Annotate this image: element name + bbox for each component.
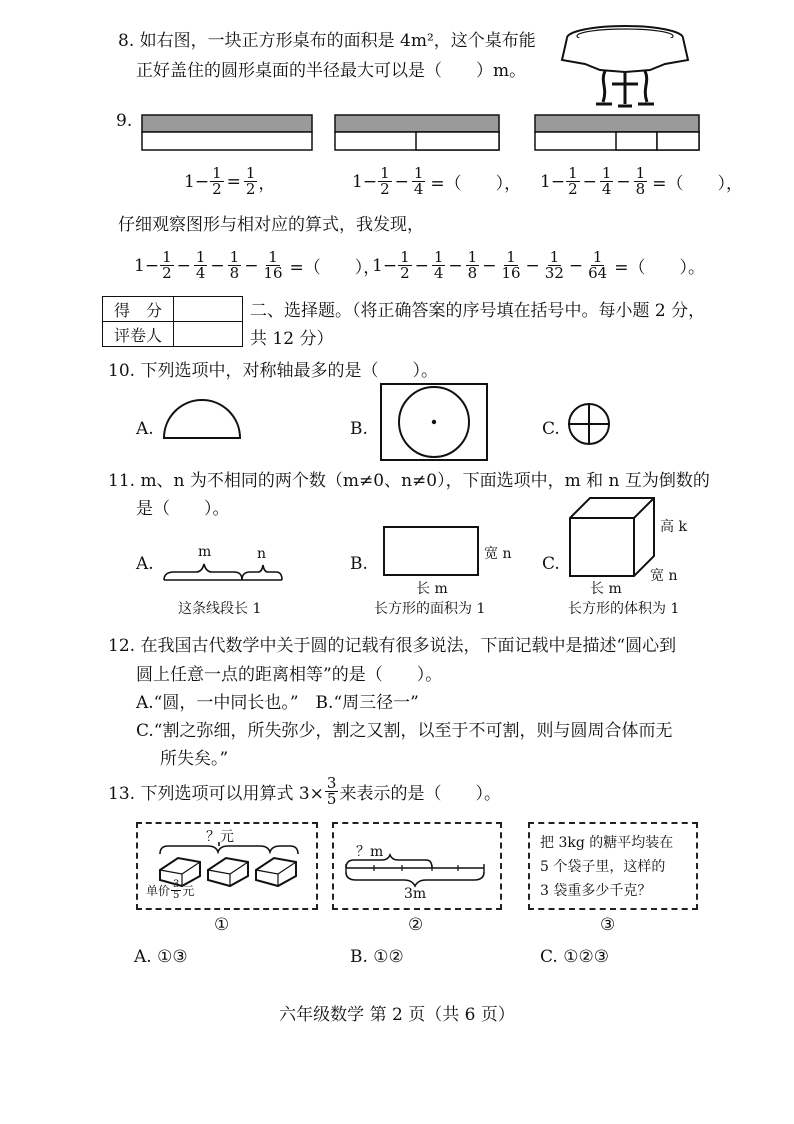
q10-option-c-label: C. <box>542 419 560 439</box>
eq-lead: 1− <box>372 255 398 276</box>
denominator: 2 <box>400 264 410 282</box>
fraction <box>194 250 208 281</box>
numerator: 1 <box>506 248 516 266</box>
numerator: 1 <box>467 248 478 266</box>
q11-a-caption: 这条线段长 1 <box>178 601 262 617</box>
numerator: 1 <box>433 248 444 266</box>
denominator: 8 <box>229 264 240 282</box>
box2-unknown-label: ？m <box>356 844 384 860</box>
semicircle-shape <box>162 396 242 440</box>
numerator: 3 <box>173 879 180 890</box>
numerator: 1 <box>268 248 278 266</box>
equals-sign: = <box>226 171 241 192</box>
q11-option-a-label: A. <box>136 554 154 574</box>
cuboid-diagram <box>568 496 656 578</box>
fraction <box>244 166 258 197</box>
eq-tail: =（ ）。 <box>614 258 705 278</box>
fraction <box>634 166 648 197</box>
q9-equation-2: 1− $\frac{1}{2}$ − $\frac{1}{4}$ =（ ）， <box>352 164 522 198</box>
segment-brace-diagram <box>162 560 286 582</box>
fraction <box>466 250 480 281</box>
segment-label-m: m <box>198 544 212 560</box>
segment-3m-diagram <box>344 854 488 888</box>
numerator: 1 <box>229 248 240 266</box>
denominator: 5 <box>173 890 180 901</box>
pinwheel-shape <box>567 402 611 446</box>
q10-option-a-label: A. <box>136 419 154 439</box>
eq-lead: 1− <box>352 171 378 192</box>
numerator: 1 <box>400 248 410 266</box>
numerator: 1 <box>601 164 612 182</box>
fraction <box>171 880 181 901</box>
denominator: 64 <box>588 264 608 282</box>
cuboid-length-label: 长 m <box>590 581 622 597</box>
numerator: 1 <box>549 248 560 266</box>
q10-option-b-label: B. <box>350 419 368 439</box>
q13-stem-post: 来表示的是（ ）。 <box>339 784 501 804</box>
q13-option-c: C. ①②③ <box>540 947 609 967</box>
cuboid-width-label: 宽 n <box>650 568 678 584</box>
rectangle-diagram <box>383 526 479 576</box>
numerator: 1 <box>195 248 206 266</box>
box3-line3: 3 袋重多少千克？ <box>540 883 652 899</box>
denominator: 4 <box>601 180 612 198</box>
fraction <box>432 250 446 281</box>
box1-total-label: ？元 <box>206 829 234 845</box>
q9-number: 9. <box>116 111 133 131</box>
q9-observe-text: 仔细观察图形与相对应的算式，我发现， <box>118 215 424 235</box>
denominator: 8 <box>467 264 478 282</box>
denominator: 32 <box>544 264 564 282</box>
numerator: 3 <box>326 774 337 792</box>
numerator: 1 <box>380 164 390 182</box>
box1-unit-price <box>146 880 194 901</box>
eq-lead: 1− <box>540 171 566 192</box>
denominator: 4 <box>413 180 424 198</box>
option-mark-2: ② <box>408 915 424 935</box>
fraction <box>586 250 609 281</box>
q12-option-ab: A.“圆，一中同长也。” B.“周三径一” <box>136 693 419 713</box>
numerator: 1 <box>162 248 172 266</box>
price-prefix: 单价 <box>146 884 171 898</box>
denominator: 16 <box>263 264 283 282</box>
eq-tail: =（ ）， <box>652 174 743 194</box>
box3-line1: 把 3kg 的糖平均装在 <box>540 835 674 851</box>
fraction <box>566 166 580 197</box>
q9-bar-diagram-3 <box>534 113 700 153</box>
rectangle-width-label: 宽 n <box>484 546 512 562</box>
fraction <box>325 776 339 807</box>
fraction <box>412 166 426 197</box>
q12-option-c-line1: C.“割之弥细，所失弥少，割之又割，以至于不可割，则与圆周合体而无 <box>136 721 673 741</box>
fraction <box>228 250 242 281</box>
fraction <box>499 250 522 281</box>
q9-bar-diagram-2 <box>334 113 500 153</box>
option-mark-1: ① <box>214 915 230 935</box>
q9-bar-diagram-1 <box>141 113 313 153</box>
denominator: 2 <box>245 180 256 198</box>
q8-line2: 正好盖住的圆形桌面的半径最大可以是（ ）m。 <box>136 61 527 81</box>
fraction <box>543 250 566 281</box>
q9-equation-3: 1− $\frac{1}{2}$ − $\frac{1}{4}$ − $\frac{1}{8}$ =（ ）， <box>540 164 743 198</box>
eq-tail: ， <box>258 174 276 194</box>
q9-equation-1 <box>184 166 275 197</box>
denominator: 2 <box>380 180 390 198</box>
q13-stem <box>108 776 501 807</box>
eq-lead: 1− <box>134 255 160 276</box>
denominator: 2 <box>162 264 172 282</box>
eq-lead: 1− <box>184 171 210 192</box>
q12-option-c-line2: 所失矣。” <box>160 749 229 769</box>
denominator: 16 <box>501 264 521 282</box>
rectangle-length-label: 长 m <box>416 581 448 597</box>
box3-line2: 5 个袋子里，这样的 <box>540 859 666 875</box>
q13-option-a: A. ①③ <box>134 947 188 967</box>
numerator: 1 <box>592 248 603 266</box>
q11-stem-line1: 11. m、n 为不相同的两个数（m≠0、n≠0），下面选项中，m 和 n 互为倒数的 <box>108 471 710 491</box>
q13-stem-pre: 13. 下列选项可以用算式 3× <box>108 784 324 804</box>
q9-equation-4: 1− $\frac{1}{2}$ − $\frac{1}{4}$ − $\frac{1}{8}$ − $\frac{1}{16}$ =（ ）， <box>134 248 381 282</box>
q11-b-caption: 长方形的面积为 1 <box>374 601 486 617</box>
grader-label: 评卷人 <box>103 322 174 347</box>
denominator: 5 <box>326 790 337 808</box>
denominator: 2 <box>212 180 222 198</box>
grader-input-cell[interactable] <box>174 322 243 347</box>
section2-heading-line2: 共 12 分） <box>250 329 334 349</box>
fraction <box>261 250 284 281</box>
score-box <box>102 296 243 347</box>
circle-in-square-shape <box>380 383 488 461</box>
numerator: 1 <box>212 164 222 182</box>
q11-option-b-label: B. <box>350 554 368 574</box>
score-label: 得 分 <box>103 297 174 322</box>
fraction <box>160 250 174 281</box>
numerator: 1 <box>413 164 424 182</box>
q8-line1: 8. 如右图，一块正方形桌布的面积是 4m²，这个桌布能 <box>118 31 536 51</box>
numerator: 1 <box>245 164 256 182</box>
price-unit: 元 <box>182 884 195 898</box>
q12-stem-line2: 圆上任意一点的距离相等”的是（ ）。 <box>136 665 443 685</box>
segment-label-n: n <box>257 546 267 562</box>
fraction <box>210 166 224 197</box>
q11-stem-line2: 是（ ）。 <box>136 499 230 519</box>
eq-tail: =（ ）， <box>289 258 381 278</box>
fraction <box>600 166 614 197</box>
q13-option-b: B. ①② <box>350 947 404 967</box>
q11-option-c-label: C. <box>542 554 560 574</box>
table-tablecloth-image <box>560 22 690 108</box>
option-mark-3: ③ <box>600 915 616 935</box>
box2-total-label: 3m <box>404 886 427 902</box>
cuboid-height-label: 高 k <box>660 519 687 535</box>
eq-tail: =（ ）， <box>430 174 522 194</box>
numerator: 1 <box>635 164 646 182</box>
page-footer: 六年级数学 第 2 页（共 6 页） <box>279 1005 515 1025</box>
denominator: 2 <box>568 180 578 198</box>
denominator: 4 <box>195 264 206 282</box>
section2-heading-line1: 二、选择题。（将正确答案的序号填在括号中。每小题 2 分， <box>250 301 706 321</box>
score-input-cell[interactable] <box>174 297 243 322</box>
fraction <box>398 250 412 281</box>
q11-c-caption: 长方形的体积为 1 <box>568 601 680 617</box>
fraction <box>378 166 392 197</box>
q10-stem: 10. 下列选项中，对称轴最多的是（ ）。 <box>108 361 438 381</box>
q9-equation-5: 1− $\frac{1}{2}$ − $\frac{1}{4}$ − $\frac{1}{8}$ − $\frac{1}{16}$ − $\frac{1}{32}$ − $\frac{1}{64}$ =（ ）。 <box>372 248 705 282</box>
numerator: 1 <box>568 164 578 182</box>
denominator: 4 <box>433 264 444 282</box>
q12-stem-line1: 12. 在我国古代数学中关于圆的记载有很多说法，下面记载中是描述“圆心到 <box>108 636 677 656</box>
denominator: 8 <box>635 180 646 198</box>
